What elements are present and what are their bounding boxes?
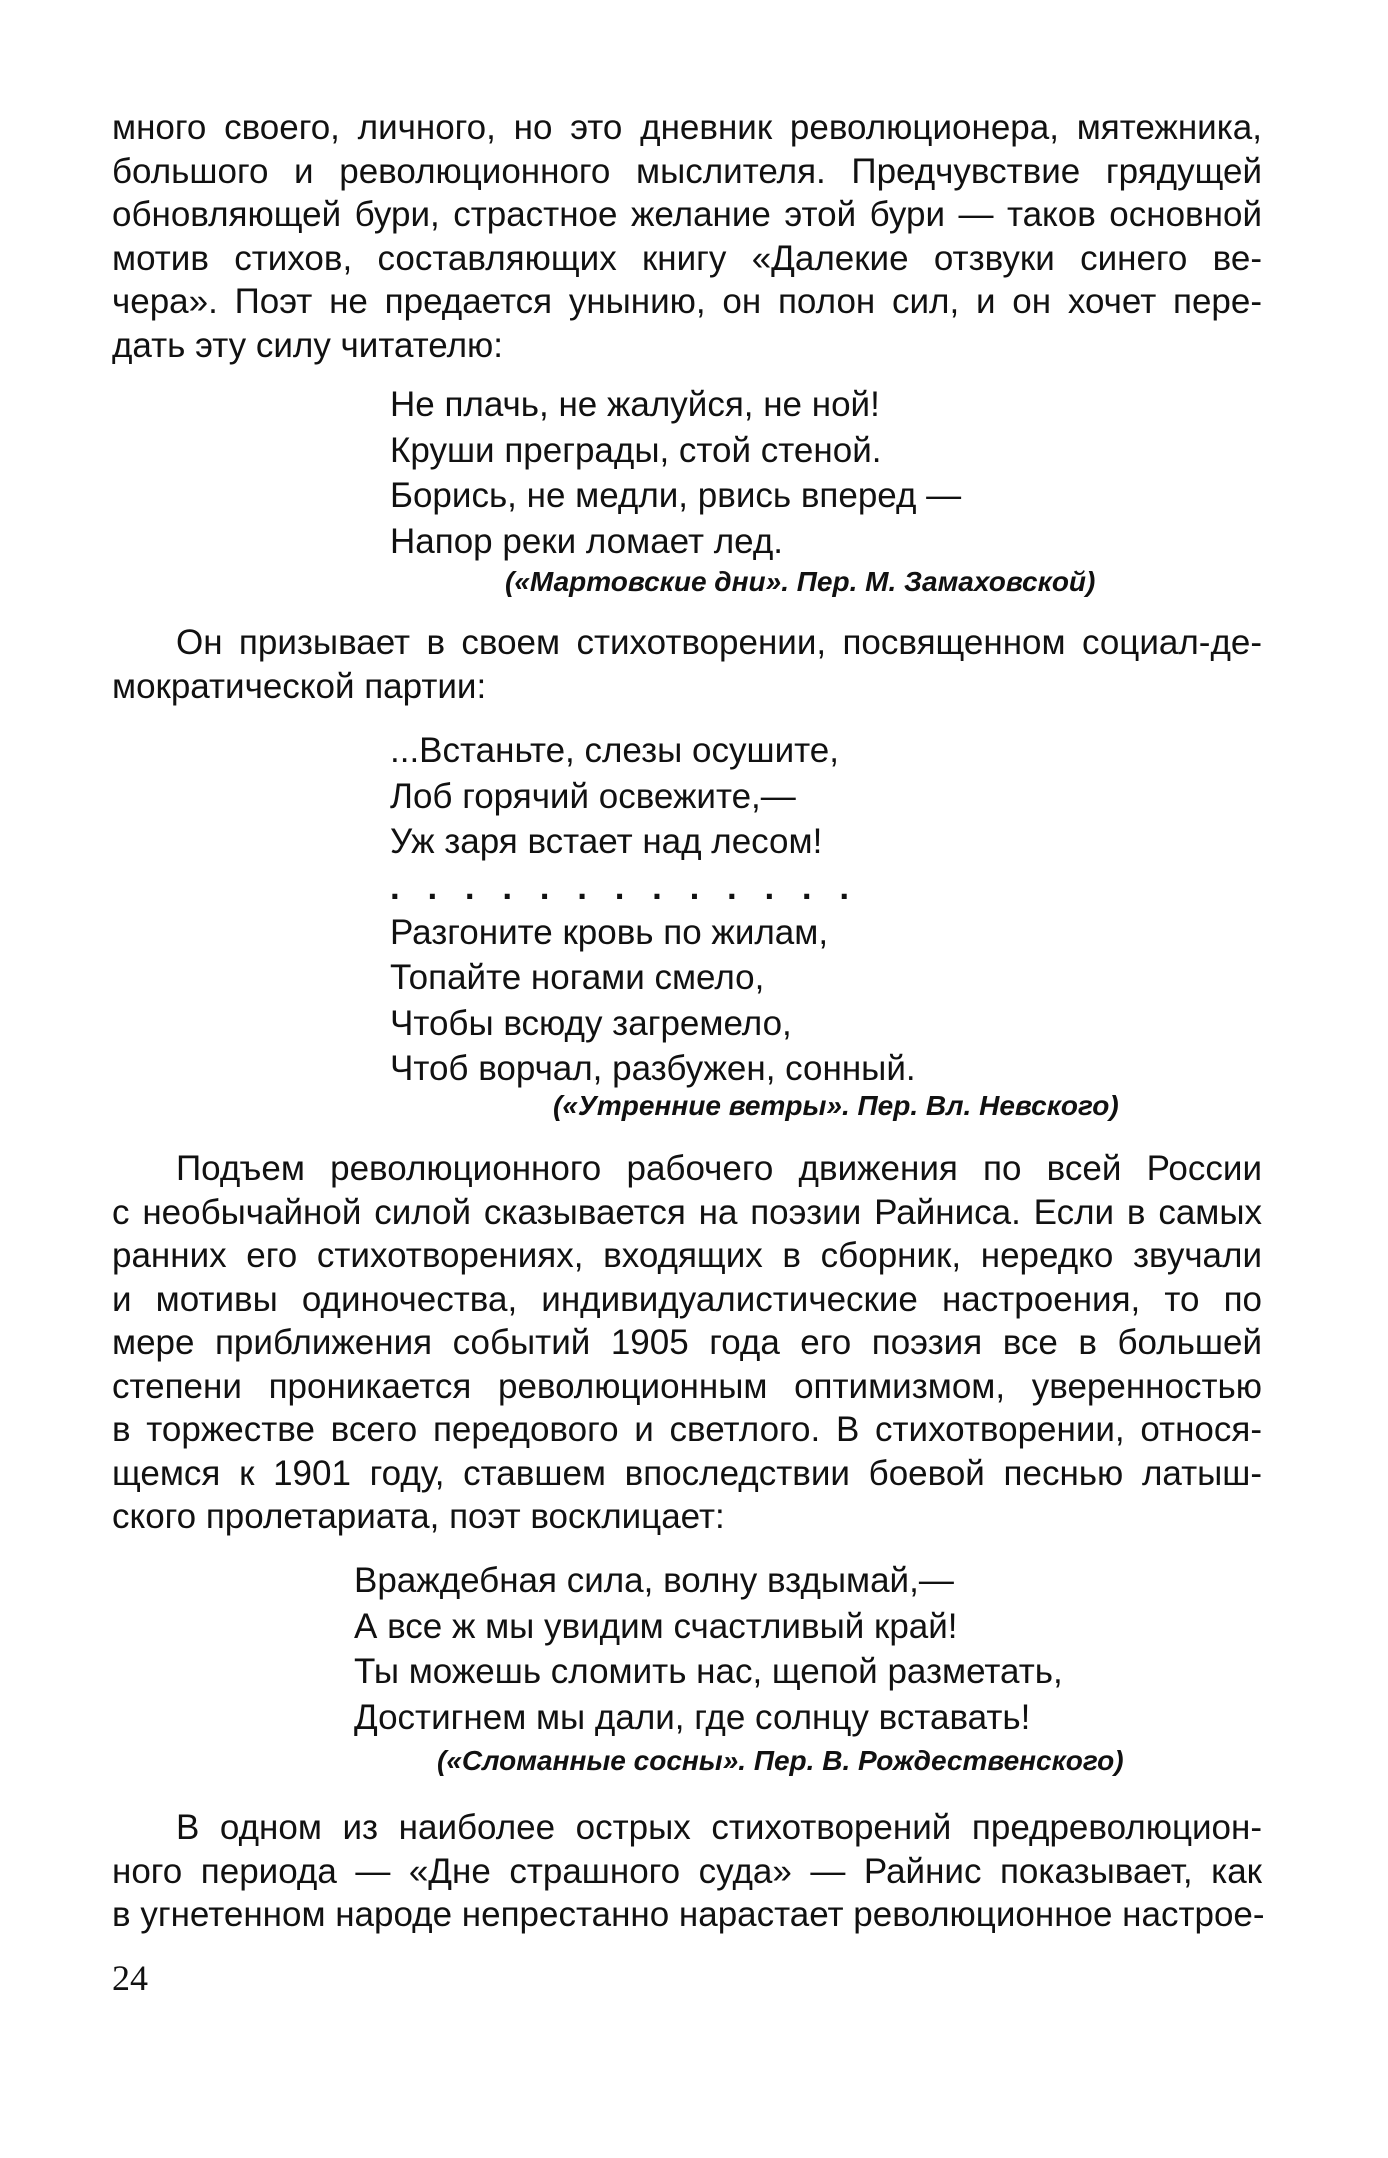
text-line: Он призывает в своем стихотворении, посвященном социал-де- [176,623,1262,662]
verse-3 [354,1558,1063,1740]
text-line: дать эту силу читателю: [112,325,503,365]
paragraph-2 [112,621,1262,708]
text-line: большого и революционного мыслителя. Предчувствие грядущей [112,151,1262,191]
text-line: мократической партии: [112,666,487,706]
citation-2: («Утренние ветры». Пер. Вл. Невского) [553,1090,1119,1121]
text-line: мере приближения событий 1905 года его поэзия все в большей [112,1323,1262,1362]
verse-line: Уж заря встает над лесом! [390,822,823,861]
verse-2 [390,728,916,1092]
text-line: обновляющей бури, страстное желание этой бури — таков основной [112,195,1262,234]
text-line: Подъем революционного рабочего движения по всей России [176,1149,1262,1188]
verse-line: А все ж мы увидим счастливый край! [354,1606,958,1646]
verse-line: Топайте ногами смело, [390,958,765,997]
text-line: ского пролетариата, поэт восклицает: [112,1497,725,1536]
verse-line: Не плачь, не жалуйся, не ной! [390,385,880,424]
verse-1 [390,382,961,564]
text-line: в угнетенном народе непрестанно нарастает революционное настрое- [112,1895,1265,1934]
verse-line: Борись, не медли, рвись вперед — [390,476,962,515]
text-line: с необычайной силой сказывается на поэзии Райниса. Если в самых [112,1192,1262,1232]
text-line: ного периода — «Дне страшного суда» — Райнис показывает, как [112,1851,1262,1891]
citation-3: («Сломанные сосны». Пер. В. Рождественского) [437,1745,1124,1776]
text-line: в торжестве всего передового и светлого. В стихотворении, относя- [112,1410,1262,1449]
text-line: щемся к 1901 году, ставшем впоследствии боевой песнью латыш- [112,1453,1262,1493]
verse-line: Враждебная сила, волну вздымай,— [354,1561,954,1600]
text-line: чера». Поэт не предается унынию, он полон сил, и он хочет пере- [112,282,1262,321]
text-line: и мотивы одиночества, индивидуалистические настроения, то по [112,1279,1262,1319]
text-line: В одном из наиболее острых стихотворений предреволюцион- [176,1808,1262,1847]
verse-ellipsis-divider: . . . . . . . . . . . . . [390,867,859,907]
verse-line: Ты можешь сломить нас, щепой разметать, [354,1652,1063,1691]
verse-line: Круши преграды, стой стеной. [390,430,882,470]
verse-line: Разгоните кровь по жилам, [390,912,829,952]
text-line: мотив стихов, составляющих книгу «Далекие отзвуки синего ве- [112,238,1262,278]
verse-line: Чтобы всюду загремело, [390,1003,792,1043]
paragraph-3 [112,1147,1262,1539]
paragraph-4 [112,1806,1265,1937]
text-line: много своего, личного, но это дневник революционера, мятежника, [112,108,1262,147]
text-line: ранних его стихотворениях, входящих в сборник, нередко звучали [112,1236,1262,1275]
verse-line: Чтоб ворчал, разбужен, сонный. [390,1049,916,1088]
verse-line: ...Встаньте, слезы осушите, [390,731,839,770]
verse-line: Лоб горячий освежите,— [390,776,796,816]
citation-1: («Мартовские дни». Пер. М. Замаховской) [505,566,1096,597]
text-line: степени проникается революционным оптимизмом, уверенностью [112,1366,1262,1406]
page-number: 24 [112,1958,148,1998]
paragraph-1 [112,106,1262,367]
verse-line: Достигнем мы дали, где солнцу вставать! [354,1697,1031,1737]
verse-line: Напор реки ломает лед. [390,521,783,561]
